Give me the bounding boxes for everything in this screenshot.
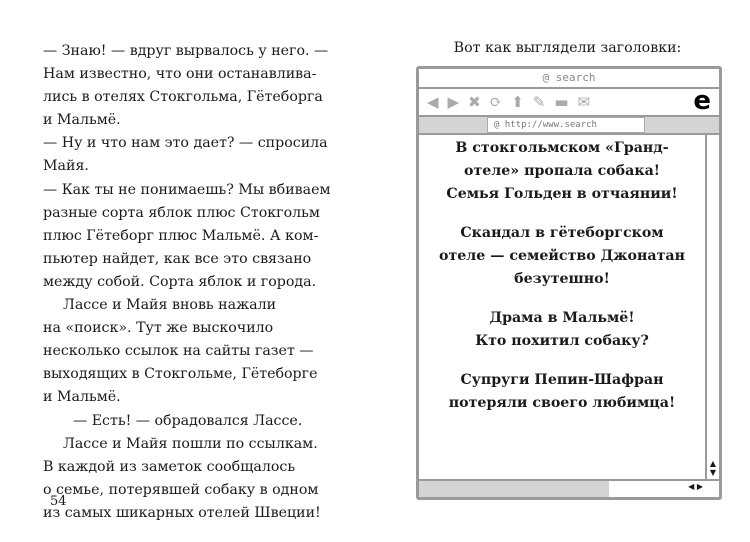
address-bar: @ http://www.search xyxy=(487,117,645,133)
text-line: — Как ты не понимаешь? Мы вбиваем xyxy=(43,181,331,198)
text-line: о семье, потерявшей собаку в одном xyxy=(43,481,319,498)
print-icon: ▬ xyxy=(554,93,569,111)
text-line: Лассе и Майя пошли по ссылкам. xyxy=(63,435,318,452)
text-line: лись в отелях Стокгольма, Гётеборга xyxy=(43,89,323,106)
left-page-text xyxy=(43,40,343,525)
text-line: — Знаю! — вдруг вырвалось у него. — xyxy=(43,43,329,59)
right-page-heading: Вот как выглядели заголовки: xyxy=(453,40,682,56)
stop-icon: ✖ xyxy=(468,93,481,111)
text-line: Лассе и Майя вновь нажали xyxy=(63,297,277,314)
text-line: на «поиск». Тут же выскочило xyxy=(43,320,274,337)
forward-icon: ▶ xyxy=(447,93,460,111)
text-line: пьютер найдет, как все это связано xyxy=(43,250,312,267)
text-line: между собой. Сорта яблок и города. xyxy=(43,273,317,290)
text-line: Нам известно, что они останавлива- xyxy=(43,66,317,83)
headline: В стокгольмском «Гранд- отеле» пропала собака! Семья Гольден в отчаянии! xyxy=(446,140,678,202)
back-icon: ◀ xyxy=(427,93,439,111)
vertical-scrollbar: ▲ ▼ xyxy=(705,135,719,479)
browser-toolbar xyxy=(419,86,719,117)
text-line: из самых шикарных отелей Швеции! xyxy=(43,504,321,521)
browser-titlebar: @ search xyxy=(419,69,719,89)
home-icon: ⬆ xyxy=(511,93,524,111)
text-line: выходящих в Стокгольме, Гётеборге xyxy=(43,366,318,383)
browser-logo: e xyxy=(693,86,711,116)
text-line: плюс Гётеборг плюс Мальмё. А ком- xyxy=(43,227,319,244)
headline: Скандал в гётеборгском отеле — семейство Джонатан безутешно! xyxy=(439,225,685,287)
scroll-arrows-icon: ◀ ▶ xyxy=(688,482,703,491)
refresh-icon: ⟳ xyxy=(489,93,503,111)
text-line: разные сорта яблок плюс Стокгольм xyxy=(43,204,320,221)
text-line: и Мальмё. xyxy=(43,112,121,129)
browser-illustration xyxy=(416,66,722,500)
text-line: Майя. xyxy=(43,158,89,175)
mail-icon: ✉ xyxy=(577,93,591,111)
page-number: 54 xyxy=(50,494,67,509)
horizontal-scrollbar xyxy=(419,479,719,497)
scroll-thumb xyxy=(419,481,609,497)
text-line: В каждой из заметок сообщалось xyxy=(43,458,296,475)
text-line: и Мальмё. xyxy=(43,389,121,406)
text-line: несколько ссылок на сайты газет — xyxy=(43,343,314,360)
headline: Драма в Мальмё! Кто похитил собаку? xyxy=(475,310,649,349)
headlines xyxy=(419,137,705,431)
edit-icon: ✎ xyxy=(532,93,546,111)
text-line: — Ну и что нам это дает? — спросила xyxy=(43,135,328,152)
headline: Супруги Пепин-Шафран потеряли своего любимца! xyxy=(448,372,676,411)
address-row xyxy=(419,117,719,135)
text-line: — Есть! — обрадовался Лассе. xyxy=(73,412,303,429)
